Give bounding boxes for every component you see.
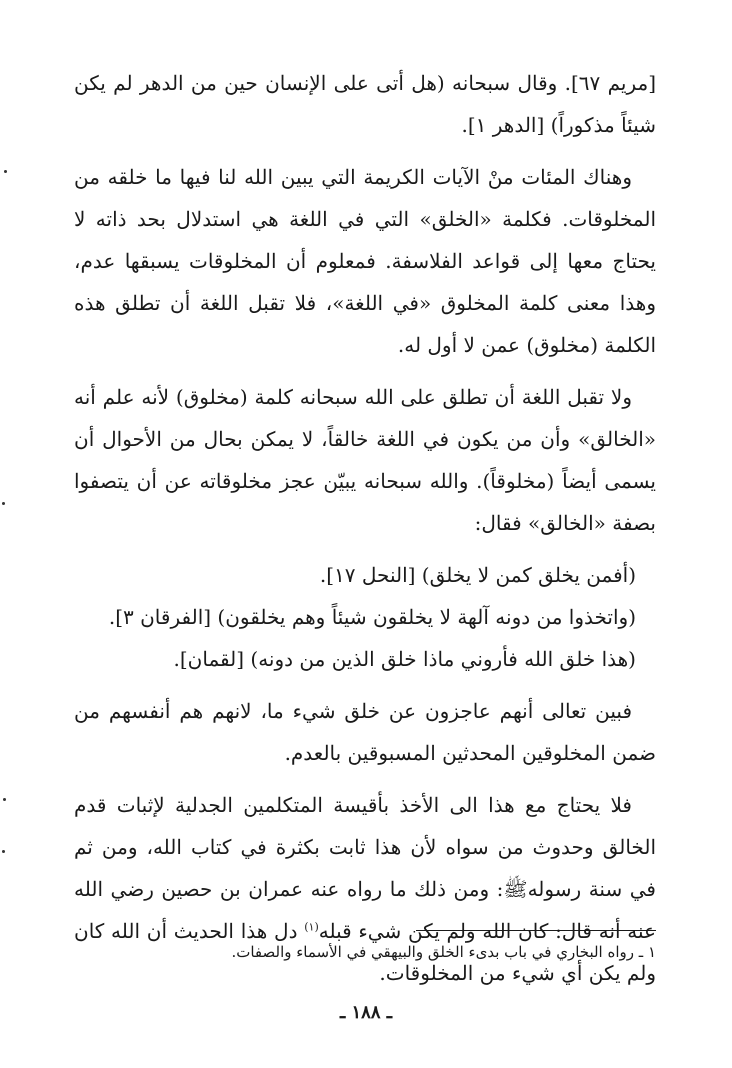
footnote-marker: (١)	[304, 920, 319, 934]
paragraph-2: وهناك المئات منْ الآيات الكريمة التي يبين الله لنا فيها ما خلقه من المخلوقات. فكلمة «الخلق» التي في اللغة هي استدلال بحد ذاته لا يحتاج معها إلى قواعد الفلاسفة. فمعلوم أن المخلوقات يسبقها عدم، وهذا معنى كلمة المخلوق «في اللغة»، فلا تقبل اللغة أن تطلق هذه الكلمة (مخلوق) عمن لا أول له.	[74, 165, 656, 357]
quote-2: (واتخذوا من دونه آلهة لا يخلقون شيئاً وهم يخلقون) [الفرقان ٣].	[108, 605, 636, 629]
quran-quotes	[74, 554, 656, 680]
footnote-divider	[416, 930, 656, 931]
quote-1: (أفمن يخلق كمن لا يخلق) [النحل ١٧].	[319, 563, 636, 587]
margin-speck	[2, 850, 5, 853]
paragraph-5-text-a: فلا يحتاج مع هذا الى الأخذ بأقيسة المتكلمين الجدلية لإثبات قدم الخالق وحدوث من سواه لأن هذا ثابت بكثرة في كتاب الله، ومن ثم في سنة رسولهﷺ: ومن ذلك ما رواه عنه عمران بن حصين رضي الله عنه أنه قال: كان الله ولم يكن شيء قبله	[74, 793, 656, 943]
paragraph-3: ولا تقبل اللغة أن تطلق على الله سبحانه كلمة (مخلوق) لأنه علم أنه «الخالق» وأن من يكون في اللغة خالقاً، لا يمكن بحال من الأحوال أن يسمى أيضاً (مخلوقاً). والله سبحانه يبيّن عجز مخلوقاته عن أن يتصفوا بصفة «الخالق» فقال:	[74, 385, 656, 535]
margin-speck	[4, 170, 7, 173]
margin-speck	[2, 502, 5, 505]
margin-speck	[3, 798, 6, 801]
paragraph-5-text-b: دل هذا الحديث أن الله كان ولم يكن أي شيء من المخلوقات.	[74, 919, 656, 985]
footnote: ١ ـ رواه البخاري في باب بدىء الخلق والبيهقي في الأسماء والصفات.	[231, 943, 656, 961]
quote-3: (هذا خلق الله فأروني ماذا خلق الذين من دونه) [لقمان].	[173, 647, 636, 671]
page-number: ـ ١٨٨ ـ	[339, 1002, 393, 1023]
page-body	[74, 62, 656, 1004]
paragraph-1: [مريم ٦٧]. وقال سبحانه (هل أتى على الإنسان حين من الدهر لم يكن شيئاً مذكوراً) [الدهر ١].	[74, 71, 656, 137]
paragraph-4: فبين تعالى أنهم عاجزون عن خلق شيء ما، لانهم هم أنفسهم من ضمن المخلوقين المحدثين المسبوقين بالعدم.	[74, 699, 656, 765]
